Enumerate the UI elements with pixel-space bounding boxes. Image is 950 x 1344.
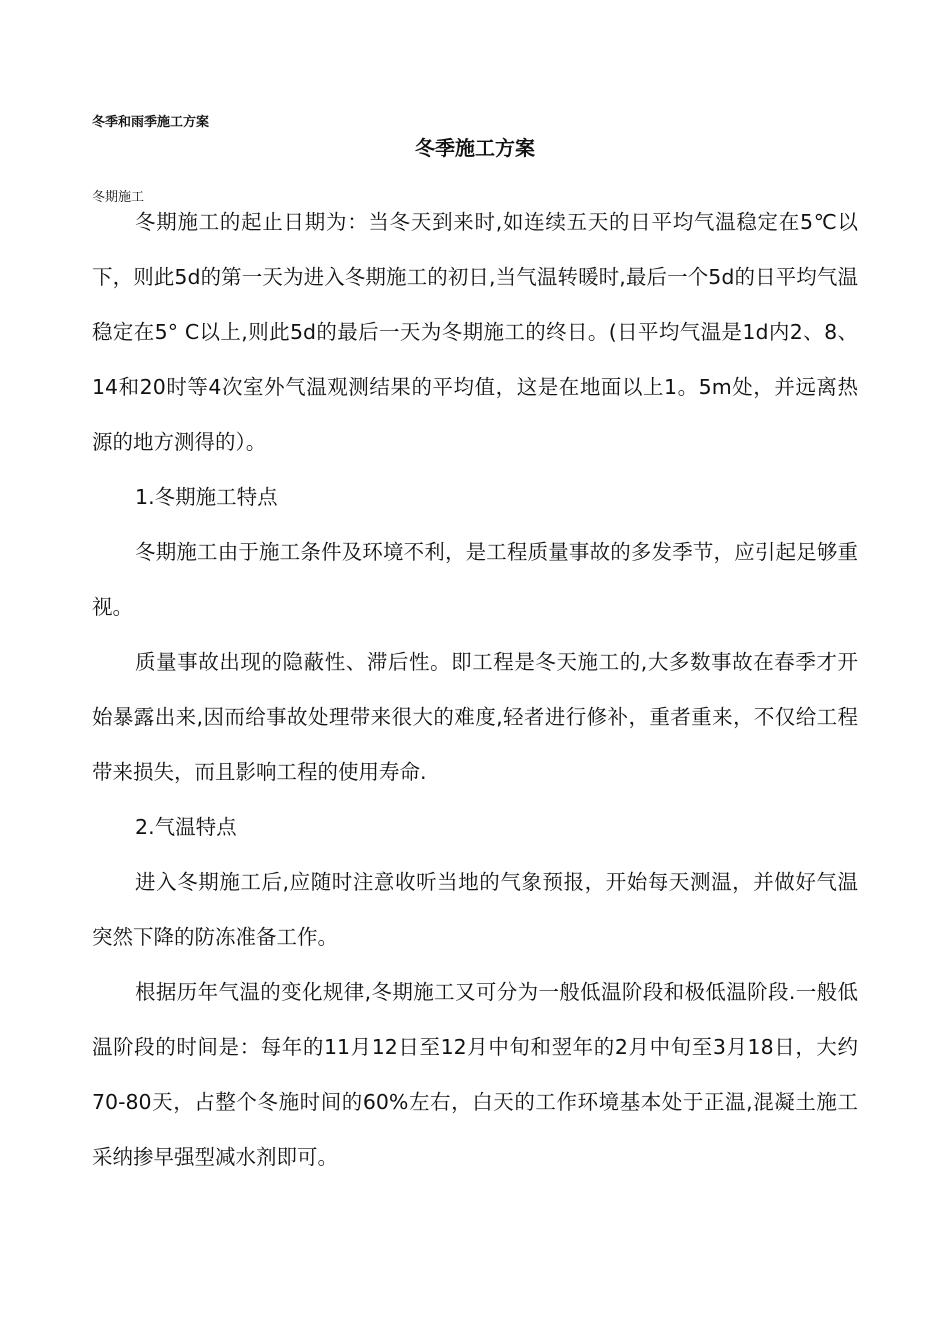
document-label: 冬季和雨季施工方案 <box>92 115 210 130</box>
heading-temperature-features: 2.气温特点 <box>135 815 237 839</box>
paragraph-intro: 冬期施工的起止日期为：当冬天到来时,如连续五天的日平均气温稳定在5℃以下，则此5d的第一天为进入冬期施工的初日,当气温转暖时,最后一个5d的日平均气温稳定在5° C以上,则此5d的最后一天为冬期施工的终日。(日平均气温是1d内2、8、14和20时等4次室外气温观测结果的平均值，这是在地面以上1。5m处，并远离热源的地方测得的）。 <box>92 210 858 454</box>
paragraph-temperature-stages: 根据历年气温的变化规律,冬期施工又可分为一般低温阶段和极低温阶段.一般低温阶段的时间是：每年的11月12日至12月中旬和翌年的2月中旬至3月18日，大约70-80天，占整个冬施时间的60%左右，白天的工作环境基本处于正温,混凝土施工采纳掺早强型减水剂即可。 <box>92 980 858 1169</box>
section-label: 冬期施工 <box>92 190 145 205</box>
document-body <box>92 195 858 1185</box>
paragraph-winter-features: 冬期施工由于施工条件及环境不利，是工程质量事故的多发季节，应引起足够重视。 <box>92 540 858 619</box>
paragraph-forecast: 进入冬期施工后,应随时注意收听当地的气象预报，开始每天测温，并做好气温突然下降的防冻准备工作。 <box>92 870 858 949</box>
heading-winter-features: 1.冬期施工特点 <box>135 485 278 509</box>
paragraph-quality-issues: 质量事故出现的隐蔽性、滞后性。即工程是冬天施工的,大多数事故在春季才开始暴露出来,因而给事故处理带来很大的难度,轻者进行修补，重者重来，不仅给工程带来损失，而且影响工程的使用寿命. <box>92 650 858 784</box>
page-title: 冬季施工方案 <box>415 136 535 160</box>
